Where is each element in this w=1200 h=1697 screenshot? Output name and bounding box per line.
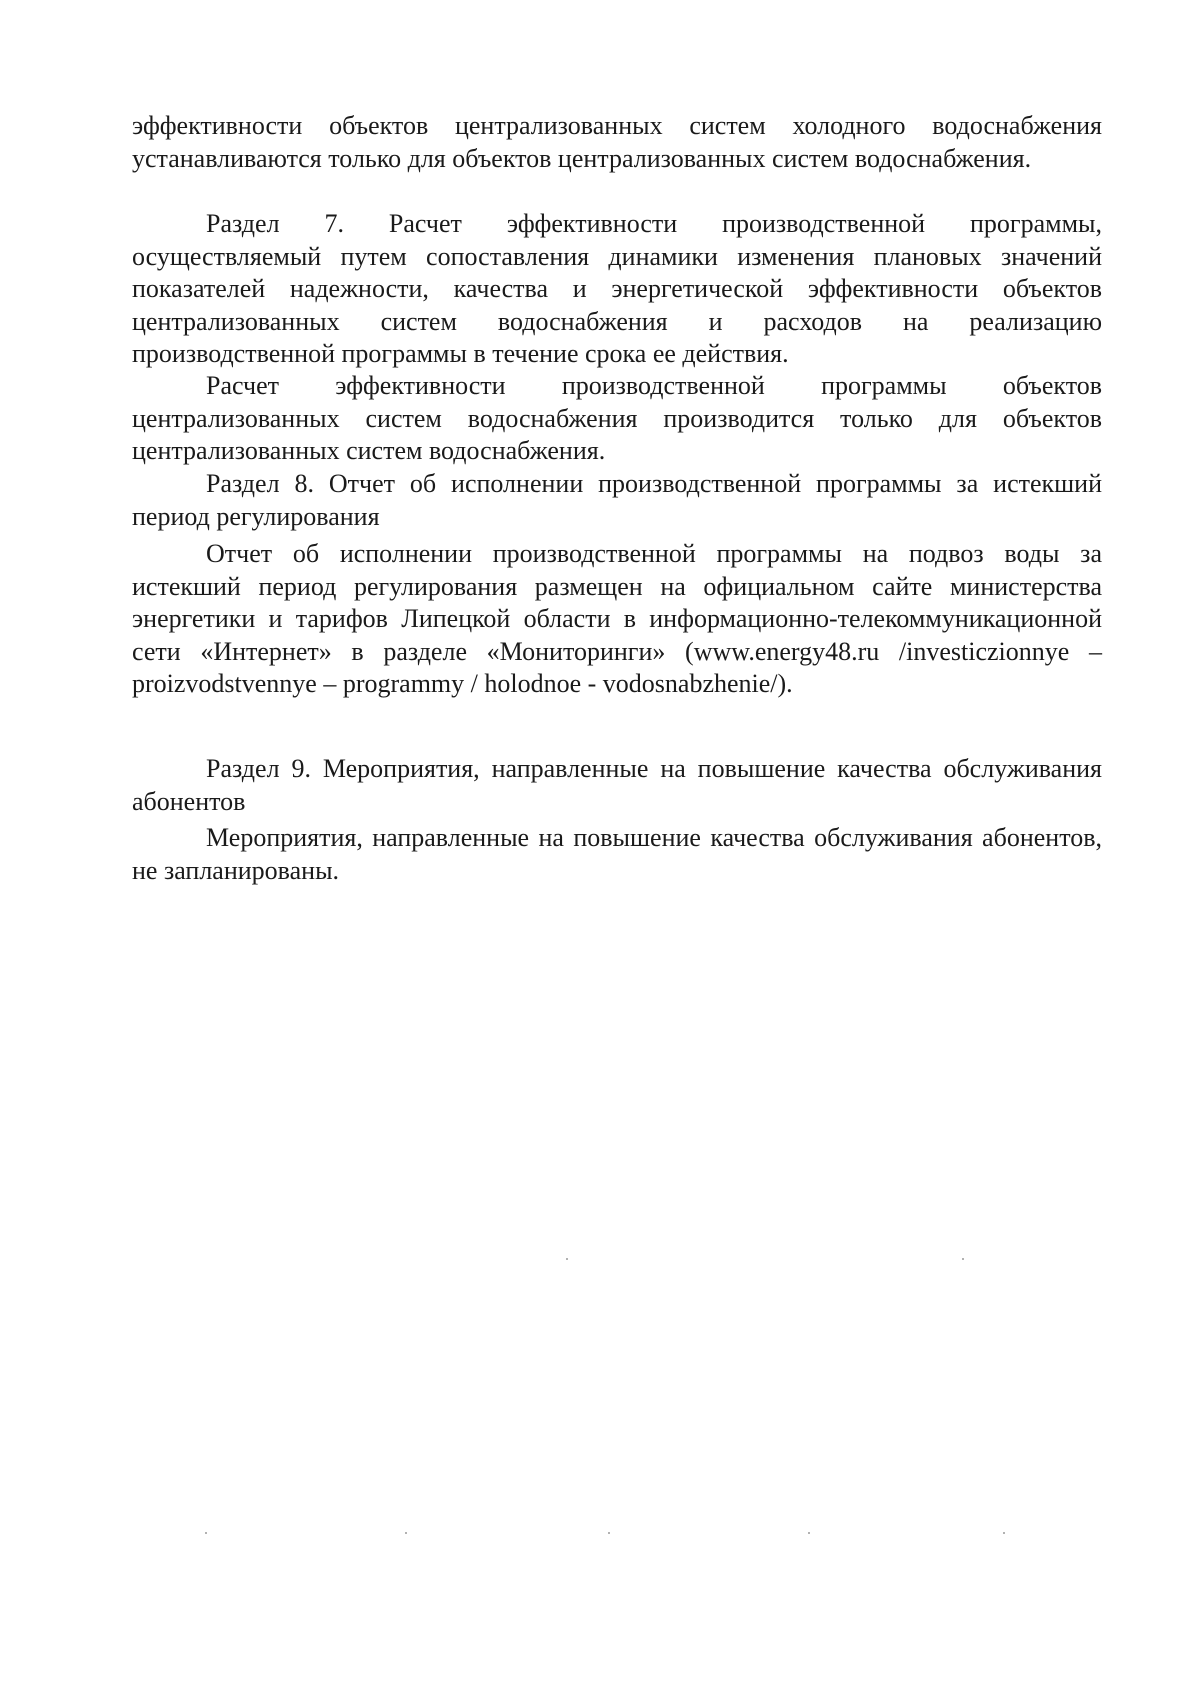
paragraph-text: Раздел 8. Отчет об исполнении производственной программы за истекший период регулирования bbox=[132, 469, 1102, 531]
section-7-body bbox=[132, 370, 1102, 468]
paragraph-text: Мероприятия, направленные на повышение качества обслуживания абонентов, не запланированы. bbox=[132, 823, 1102, 885]
section-9-heading bbox=[132, 753, 1102, 818]
section-8-heading bbox=[132, 468, 1102, 533]
scan-speck bbox=[566, 1258, 568, 1260]
scan-speck bbox=[962, 1258, 964, 1260]
section-8-body bbox=[132, 538, 1102, 701]
paragraph-text: Отчет об исполнении производственной программы на подвоз воды за истекший период регулирования размещен на официальном сайте министерства энергетики и тарифов Липецкой области в информационно-телекоммуникационной сети «Интернет» в разделе «Мониторинги» (www.energy48.ru /investiczionnye – proizvodstvennye – programmy / holodnoe - vodosnabzhenie/). bbox=[132, 539, 1102, 698]
scan-speck bbox=[808, 1532, 810, 1534]
scan-speck bbox=[608, 1532, 610, 1534]
paragraph-text: Раздел 7. Расчет эффективности производственной программы, осуществляемый путем сопоставления динамики изменения плановых значений показателей надежности, качества и энергетической эффективности объектов централизованных систем водоснабжения и расходов на реализацию производственной программы в течение срока ее действия. bbox=[132, 209, 1102, 368]
paragraph-continuation bbox=[132, 110, 1102, 175]
paragraph-text: Раздел 9. Мероприятия, направленные на повышение качества обслуживания абонентов bbox=[132, 754, 1102, 816]
scan-speck bbox=[205, 1532, 207, 1534]
paragraph-text: эффективности объектов централизованных систем холодного водоснабжения устанавливаются только для объектов централизованных систем водоснабжения. bbox=[132, 111, 1102, 173]
scan-speck bbox=[1003, 1532, 1005, 1534]
section-9-body bbox=[132, 822, 1102, 887]
scan-speck bbox=[405, 1532, 407, 1534]
section-7-heading bbox=[132, 208, 1102, 371]
paragraph-text: Расчет эффективности производственной программы объектов централизованных систем водоснабжения производится только для объектов централизованных систем водоснабжения. bbox=[132, 371, 1102, 465]
